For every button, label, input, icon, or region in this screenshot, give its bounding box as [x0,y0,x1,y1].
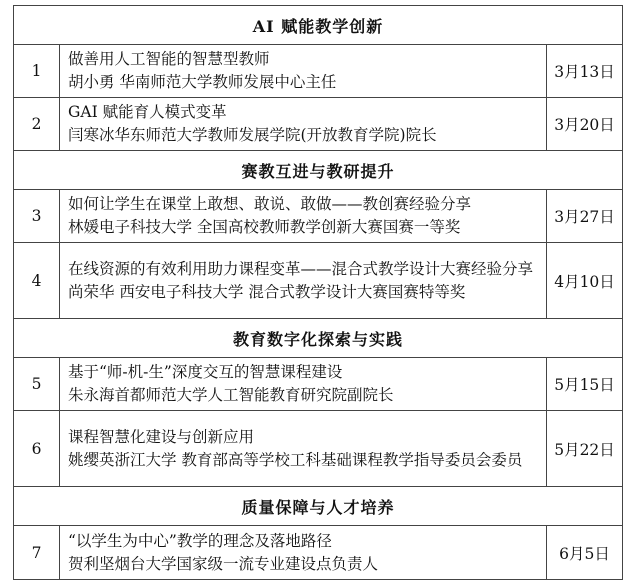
lecture-speaker: 贺利坚烟台大学国家级一流专业建设点负责人 [68,554,379,573]
lecture-content [60,98,547,151]
section-header-row [14,319,623,358]
lecture-speaker: 尚荣华 西安电子科技大学 混合式教学设计大赛国赛特等奖 [68,282,466,301]
lecture-number: 2 [14,98,60,151]
lecture-topic: “以学生为中心”教学的理念及落地路径 [68,531,332,550]
section-header-row [14,151,623,190]
lecture-speaker: 朱永海首都师范大学人工智能教育研究院副院长 [68,386,394,404]
lecture-date: 3月13日 [547,45,623,98]
lecture-number: 6 [14,411,60,487]
section-header-row [14,487,623,526]
lecture-row [14,45,623,98]
section-title: AI 赋能教学创新 [14,6,623,45]
section-header-row [14,6,623,45]
lecture-content [60,190,547,243]
lecture-topic: GAI 赋能育人模式变革 [68,103,227,121]
lecture-topic: 基于“师-机-生”深度交互的智慧课程建设 [68,363,343,381]
lecture-date: 5月22日 [547,411,623,487]
section-title: 教育数字化探索与实践 [14,319,623,358]
lecture-content [60,526,547,580]
lecture-date: 3月27日 [547,190,623,243]
lecture-content [60,45,547,98]
lecture-date: 4月10日 [547,243,623,319]
lecture-row [14,190,623,243]
lecture-topic: 在线资源的有效利用助力课程变革——混合式教学设计大赛经验分享 [68,259,534,278]
lecture-row [14,526,623,580]
lecture-date: 5月15日 [547,358,623,411]
lecture-date: 6月5日 [547,526,623,580]
lecture-number: 4 [14,243,60,319]
lecture-topic: 如何让学生在课堂上敢想、敢说、敢做——教创赛经验分享 [68,195,472,213]
section-title: 赛教互进与教研提升 [14,151,623,190]
lecture-speaker: 闫寒冰华东师范大学教师发展学院(开放教育学院)院长 [68,126,437,144]
lecture-number: 3 [14,190,60,243]
lecture-content [60,358,547,411]
lecture-topic: 课程智慧化建设与创新应用 [68,427,255,446]
lecture-content [60,411,547,487]
lecture-speaker: 胡小勇 华南师范大学教师发展中心主任 [68,73,337,91]
lecture-content [60,243,547,319]
lecture-row [14,98,623,151]
lecture-row [14,243,623,319]
lecture-topic: 做善用人工智能的智慧型教师 [68,50,270,68]
lecture-row [14,411,623,487]
lecture-speaker: 姚缨英浙江大学 教育部高等学校工科基础课程教学指导委员会委员 [68,450,523,469]
lecture-date: 3月20日 [547,98,623,151]
lecture-row [14,358,623,411]
lecture-number: 5 [14,358,60,411]
section-title: 质量保障与人才培养 [14,487,623,526]
lecture-speaker: 林媛电子科技大学 全国高校教师教学创新大赛国赛一等奖 [68,218,461,236]
lecture-schedule-table [13,5,623,580]
lecture-number: 1 [14,45,60,98]
lecture-number: 7 [14,526,60,580]
